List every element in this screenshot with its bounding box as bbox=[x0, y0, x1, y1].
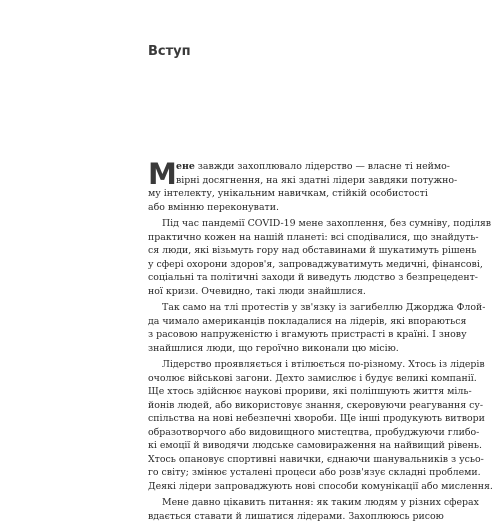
text-line: практично кожен на нашій планеті: всі сподівалися, що знайдуть- bbox=[148, 231, 382, 245]
text-line: Деякі лідери запроваджують нові способи комунікації або мислення. bbox=[148, 480, 382, 494]
text-line: кі емоції й виводячи людське самовираження на найвищий рівень. bbox=[148, 439, 382, 453]
text-line: з расовою напруженістю і вгамують пристрасті в країні. І знову bbox=[148, 328, 382, 342]
text-line: або вмінню переконувати. bbox=[148, 201, 382, 215]
text-line: вірні досягнення, на які здатні лідери завдяки потужно- bbox=[148, 174, 382, 188]
text-line: да чимало американців покладалися на лідерів, які впораються bbox=[148, 315, 382, 329]
text-line: вдається ставати й лишатися лідерами. Захоплююсь рисою bbox=[148, 510, 382, 523]
text-line: йонів людей, або використовує знання, скеровуючи реагування су- bbox=[148, 399, 382, 413]
paragraph bbox=[148, 496, 382, 523]
text-line: Лідерство проявляється і втілюється по-різному. Хтось із лідерів bbox=[148, 358, 382, 372]
text-line: Мене давно цікавить питання: як таким людям у різних сферах bbox=[148, 496, 382, 510]
text-line: знайшлися люди, що героїчно виконали цю місію. bbox=[148, 342, 382, 356]
text-line: Ще хтось здійснює наукові прориви, які поліпшують життя міль- bbox=[148, 385, 382, 399]
text-line: Хтось опановує спортивні навички, єднаючи шанувальників з усьо- bbox=[148, 453, 382, 467]
text-line: Під час пандемії COVID-19 мене захоплення, без сумніву, поділяв bbox=[148, 217, 382, 231]
lead-word: ене bbox=[176, 161, 195, 172]
text-line: соціальні та політичні заходи й виведуть людство з безпрецедент- bbox=[148, 271, 382, 285]
paragraph bbox=[148, 217, 382, 298]
text-line: ся люди, які візьмуть гору над обставинами й шукатимуть рішень bbox=[148, 244, 382, 258]
text-line: образотворчого або видовищного мистецтва, пробуджуючи глибо- bbox=[148, 426, 382, 440]
text-line: Так само на тлі протестів у зв'язку із загибеллю Джорджа Флой- bbox=[148, 301, 382, 315]
paragraph bbox=[148, 160, 382, 214]
body-text bbox=[148, 160, 382, 523]
text-line: го світу; змінює усталені процеси або розв'язує складні проблеми. bbox=[148, 466, 382, 480]
chapter-heading: Вступ bbox=[148, 44, 191, 59]
text-line: ене завжди захоплювало лідерство — власне ті неймо- bbox=[148, 160, 382, 174]
drop-cap: М bbox=[148, 161, 177, 187]
text-line: ної кризи. Очевидно, такі люди знайшлися. bbox=[148, 285, 382, 299]
text-line: му інтелекту, унікальним навичкам, стійкій особистості bbox=[148, 187, 382, 201]
text-line: спільства на нові небезпечні хвороби. Ще інші продукують витвори bbox=[148, 412, 382, 426]
paragraph bbox=[148, 301, 382, 355]
text-line: у сфері охорони здоров'я, запроваджуватимуть медичні, фінансові, bbox=[148, 258, 382, 272]
paragraph bbox=[148, 358, 382, 493]
text-line: очолює військові загони. Дехто замислює і будує великі компанії. bbox=[148, 372, 382, 386]
